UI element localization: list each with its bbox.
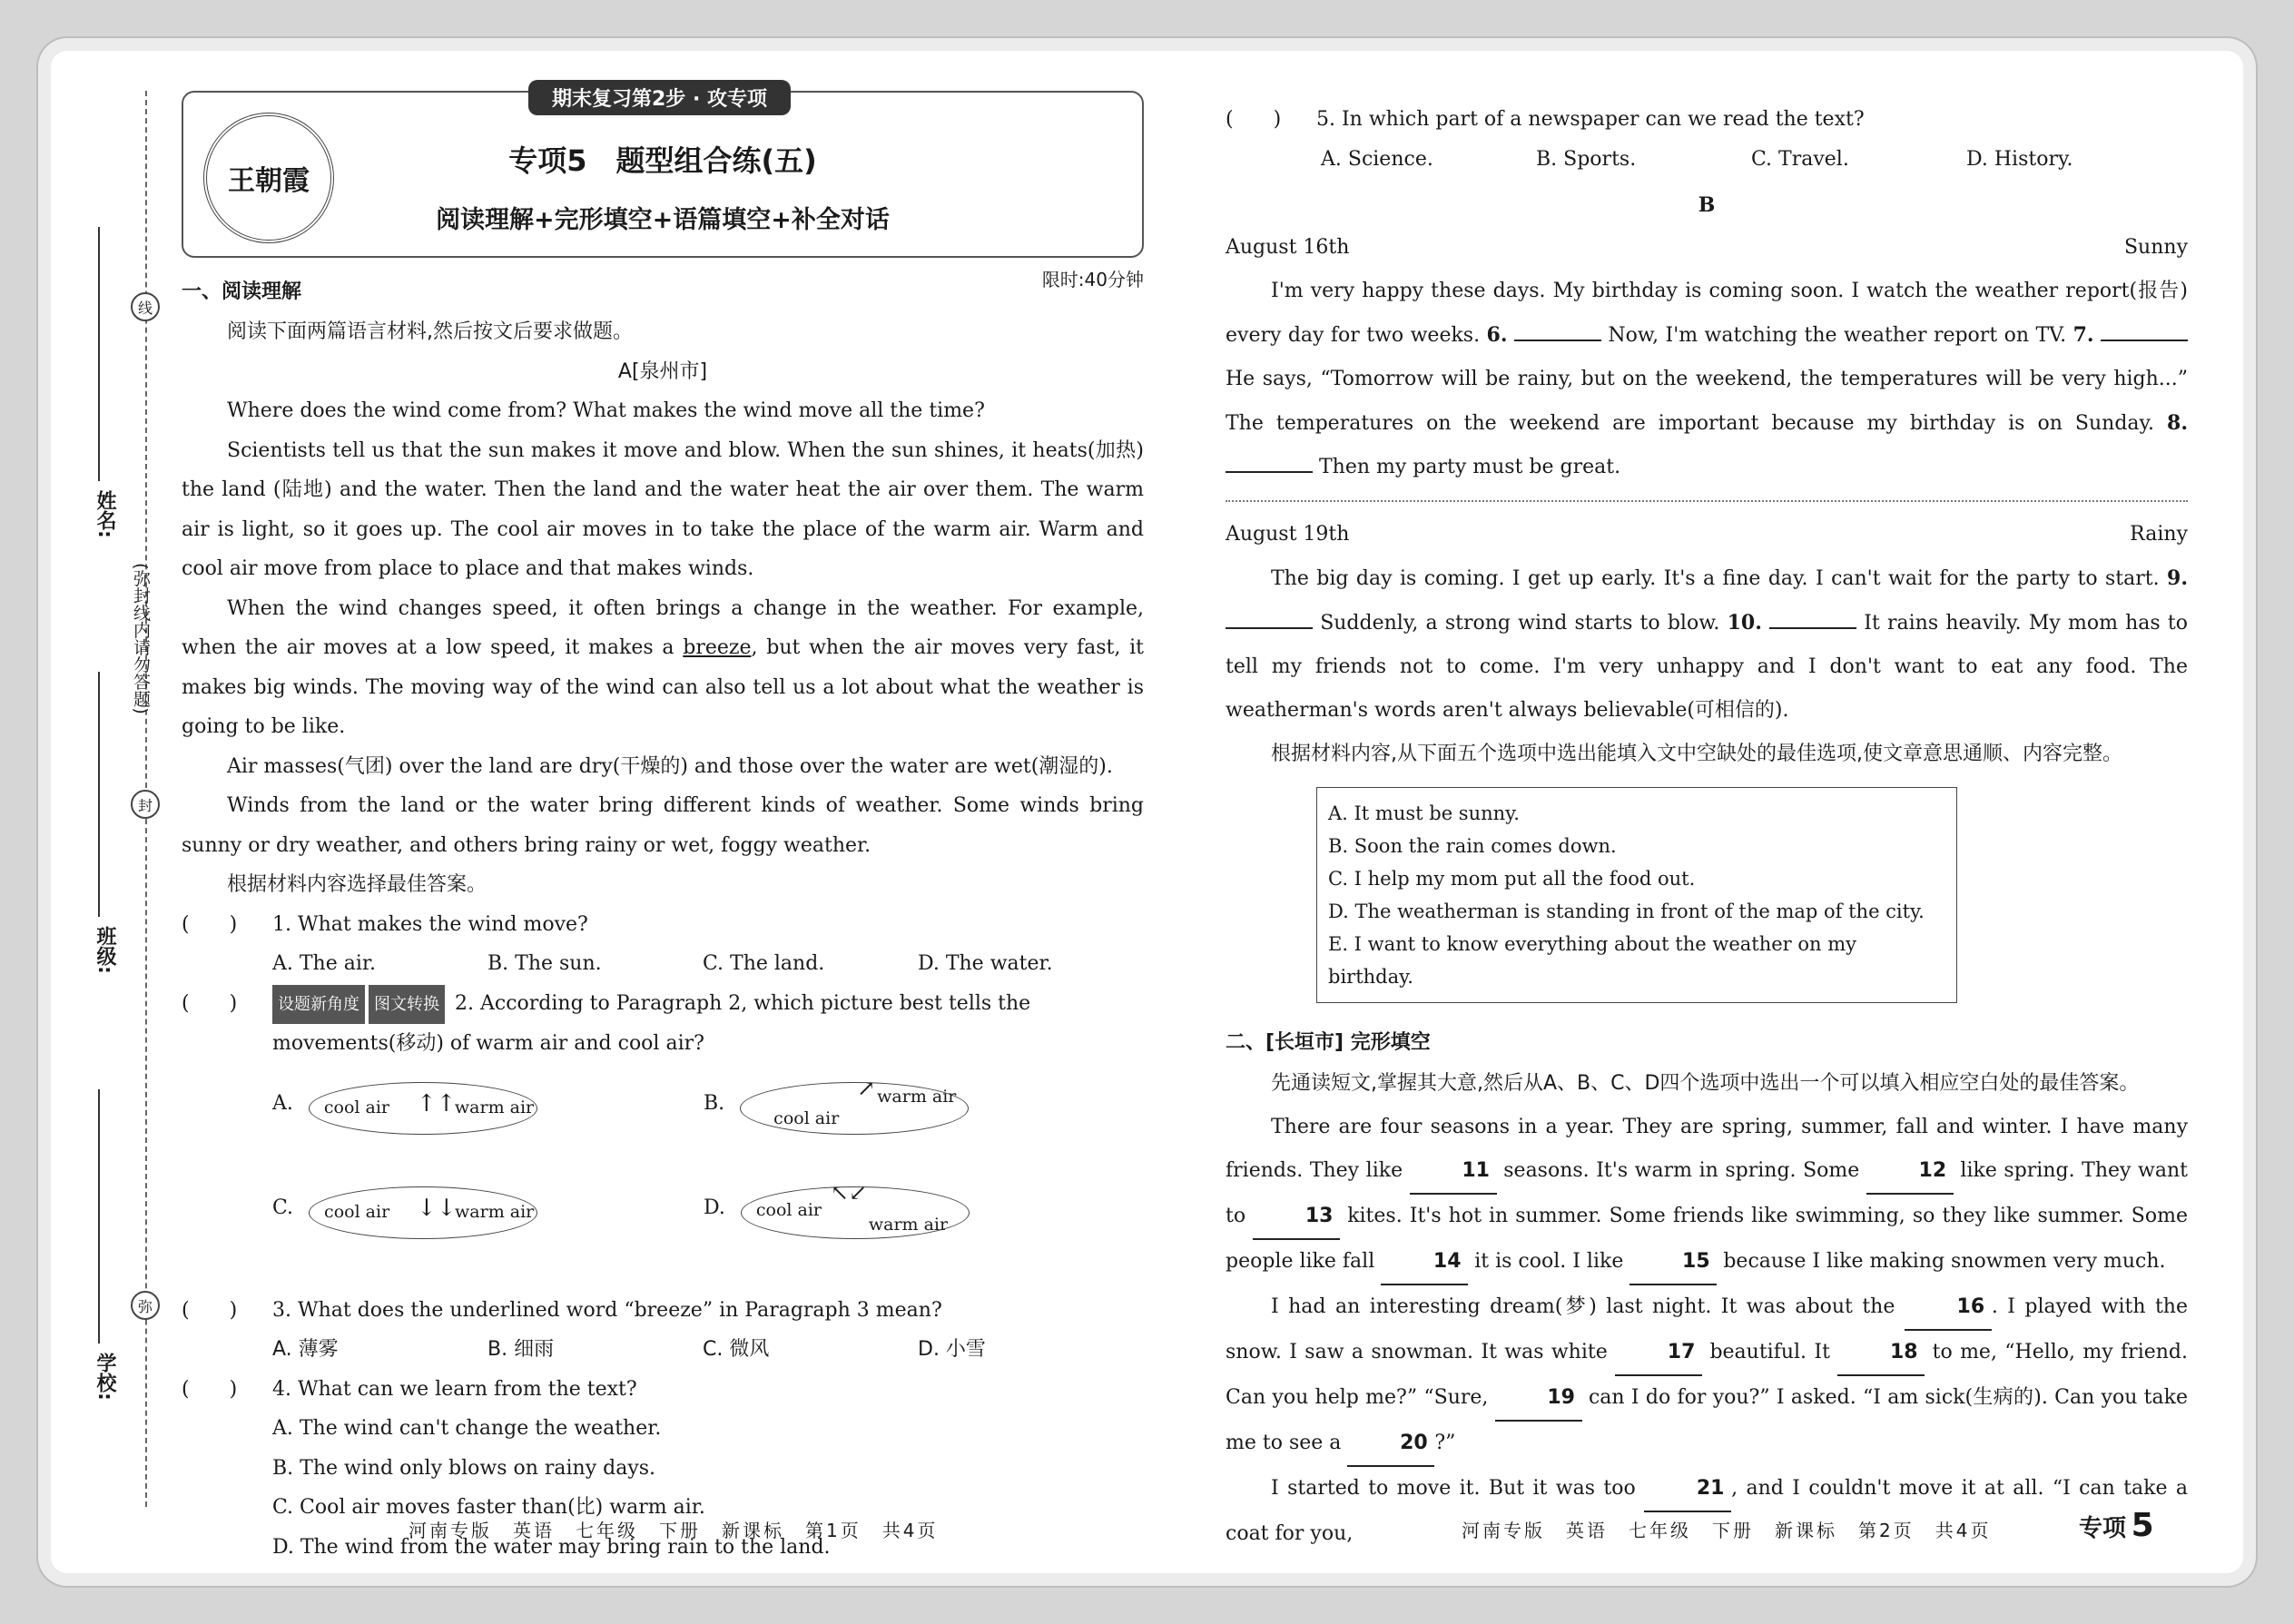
q4-option-c[interactable]: C. Cool air moves faster than(比) warm air. — [272, 1496, 705, 1519]
fill-instruction: 根据材料内容,从下面五个选项中选出能填入文中空缺处的最佳选项,使文章意思通顺、内容完整。 — [1271, 742, 2122, 765]
question-3 — [182, 1291, 1144, 1331]
cloze-t14: , and I couldn't move it at all. “I can take a coat for you, — [1226, 1477, 2189, 1545]
cloze-blank-16[interactable]: 16 — [1905, 1285, 1992, 1331]
cloze-t6: because I like making snowmen very much. — [1717, 1250, 2166, 1273]
diary2-date: August 19th — [1226, 522, 1350, 546]
cloze-blank-20[interactable]: 20 — [1347, 1422, 1434, 1467]
special-number: 5 — [2131, 1507, 2154, 1544]
cloze-t4: kites. It's hot in summer. Some friends like swimming, so they like summer. Some people like fall — [1226, 1205, 2188, 1273]
question-5 — [1226, 100, 2188, 140]
binding-strip — [64, 91, 163, 1507]
answer-bracket-2[interactable]: ( ) — [182, 991, 238, 1015]
logo-text: 王朝霞 — [228, 165, 310, 197]
underlined-word-breeze: breeze — [683, 636, 752, 659]
cloze-t12: ?” — [1434, 1432, 1456, 1454]
arrow-up-icon: ↑↑ — [416, 1089, 457, 1117]
option-box — [1316, 787, 1957, 1003]
question-2-text: 2. According to Paragraph 2, which picture best tells the movements(移动) of warm air and cool air? — [272, 991, 1031, 1055]
cloze-blank-19[interactable]: 19 — [1495, 1376, 1582, 1422]
left-page — [182, 88, 1144, 1567]
cloze-blank-12[interactable]: 12 — [1866, 1149, 1954, 1195]
picture-b-ellipse — [740, 1075, 969, 1135]
question-5-text: 5. In which part of a newspaper can we read the text? — [1316, 108, 1865, 131]
blank-6-field[interactable] — [1514, 340, 1601, 341]
q1-option-a[interactable]: A. The air. — [272, 952, 376, 975]
picture-b-warm: warm air — [877, 1086, 957, 1107]
picture-c-warm: warm air — [455, 1201, 535, 1222]
cloze-t3: like spring. They want to — [1226, 1159, 2188, 1227]
option-box-d: D. The weatherman is standing in front of the map of the city. — [1328, 900, 1925, 922]
right-footer: 河南专版 英语 七年级 下册 新课标 第2页 共4页 — [1462, 1520, 1992, 1541]
cloze-t8: . I played with the snow. I saw a snowman. It was white — [1226, 1295, 2188, 1363]
q5-option-c[interactable]: C. Travel. — [1751, 147, 1849, 171]
diary2-weather: Rainy — [2130, 522, 2188, 546]
picture-a[interactable] — [272, 1073, 537, 1135]
name-field[interactable] — [98, 227, 100, 481]
cloze-blank-18[interactable]: 18 — [1837, 1331, 1925, 1376]
picture-c-ellipse — [309, 1186, 537, 1239]
blank-8-label: 8. — [2167, 410, 2188, 435]
passage-a-p1: Where does the wind come from? What makes the wind move all the time? — [227, 399, 985, 422]
passage-a-p3 — [182, 589, 1144, 747]
option-box-c: C. I help my mom put all the food out. — [1328, 867, 1696, 890]
left-footer: 河南专版 英语 七年级 下册 新课标 第1页 共4页 — [409, 1520, 939, 1541]
picture-a-cool: cool air — [323, 1097, 390, 1117]
picture-b-label: B. — [704, 1091, 725, 1115]
blank-7-field[interactable] — [2101, 340, 2188, 341]
cloze-t9: beautiful. It — [1702, 1341, 1838, 1363]
q3-option-c[interactable]: C. 微风 — [703, 1338, 770, 1361]
cloze-p3 — [1226, 1467, 2188, 1556]
diary1-weather: Sunny — [2123, 235, 2188, 259]
cloze-blank-13[interactable]: 13 — [1253, 1195, 1340, 1240]
passage-a-p3-start: When the wind changes speed, it often brings a change in the weather. For example, when the air moves at a low speed, it makes a — [182, 596, 1144, 659]
cloze-p2 — [1226, 1285, 2188, 1467]
diary1-text — [1226, 270, 2188, 489]
diary2-text-2: Suddenly, a strong wind starts to blow. — [1313, 611, 1728, 635]
special-badge — [2079, 1507, 2154, 1544]
cloze-blank-14[interactable]: 14 — [1381, 1240, 1468, 1285]
q4-option-d[interactable]: D. The wind from the water may bring rain to the land. — [272, 1535, 831, 1559]
q5-option-b[interactable]: B. Sports. — [1536, 147, 1637, 171]
curved-arrow-icon: ↖↙ — [830, 1179, 868, 1206]
special-label: 专项 — [2079, 1515, 2127, 1542]
seal-char-mi: 弥 — [131, 1291, 160, 1320]
picture-b[interactable] — [704, 1073, 969, 1135]
diary1-text-2: Now, I'm watching the weather report on TV. — [1600, 323, 2073, 347]
question-3-text: 3. What does the underlined word “breeze” in Paragraph 3 mean? — [272, 1298, 942, 1322]
passage-a-p5: Winds from the land or the water bring different kinds of weather. Some winds bring sunny or dry weather, and others bring rainy or wet, foggy weather. — [182, 794, 1144, 857]
school-label: 学校: — [94, 1353, 116, 1401]
diary1-text-3: He says, “Tomorrow will be rainy, but on the weekend, the temperatures will be very high...” The temperatures on the weekend are important because my birthday is on Sunday. — [1226, 367, 2188, 435]
blank-8-field[interactable] — [1226, 471, 1313, 473]
picture-a-label: A. — [272, 1091, 293, 1115]
question-1-text: 1. What makes the wind move? — [272, 912, 588, 936]
q3-option-d[interactable]: D. 小雪 — [918, 1338, 986, 1361]
cloze-t2: seasons. It's warm in spring. Some — [1496, 1159, 1866, 1182]
cloze-blank-21[interactable]: 21 — [1644, 1467, 1731, 1512]
tag-picture-text: 图文转换 — [369, 985, 445, 1025]
cloze-t7: I had an interesting dream(梦) last night. It was about the — [1271, 1295, 1905, 1318]
answer-bracket-3[interactable]: ( ) — [182, 1298, 238, 1322]
blank-6-label: 6. — [1486, 322, 1508, 347]
page-subtitle: 阅读理解+完形填空+语篇填空+补全对话 — [436, 206, 890, 234]
cloze-t10: to me, “Hello, my friend. Can you help me?” “Sure, — [1226, 1341, 2188, 1409]
blank-10-field[interactable] — [1769, 627, 1856, 629]
choose-instruction: 根据材料内容选择最佳答案。 — [227, 873, 487, 896]
diary2-header — [1226, 513, 2188, 556]
passage-b-label: B — [1698, 193, 1716, 217]
q1-option-c[interactable]: C. The land. — [703, 952, 825, 975]
blank-9-field[interactable] — [1226, 627, 1313, 629]
picture-options — [182, 1064, 1144, 1291]
section2-title: 二、[长垣市] 完形填空 — [1226, 1030, 1431, 1054]
q4-option-b[interactable]: B. The wind only blows on rainy days. — [272, 1456, 656, 1480]
section2-instruction: 先通读短文,掌握其大意,然后从A、B、C、D四个选项中选出一个可以填入相应空白处的最佳答案。 — [1271, 1072, 2140, 1095]
diary1-header — [1226, 226, 2188, 270]
blank-7-label: 7. — [2072, 322, 2094, 347]
passage-a-p4: Air masses(气团) over the land are dry(干燥的) and those over the water are wet(潮湿的). — [227, 754, 1113, 778]
diary2-text-1: The big day is coming. I get up early. It's a fine day. I can't wait for the party to start. — [1271, 566, 2168, 590]
option-box-e: E. I want to know everything about the weather on my birthday. — [1328, 932, 1856, 988]
picture-d-cool: cool air — [755, 1199, 822, 1220]
class-label: 班级: — [94, 926, 116, 974]
picture-c[interactable] — [272, 1177, 537, 1239]
question-1-options — [182, 944, 1144, 984]
answer-bracket-1[interactable]: ( ) — [182, 912, 238, 936]
answer-bracket-5[interactable]: ( ) — [1226, 108, 1282, 131]
blank-10-label: 10. — [1727, 610, 1762, 635]
diary1-date: August 16th — [1226, 235, 1350, 259]
curved-arrow-icon: ↗ — [857, 1075, 876, 1101]
seal-char-line: 线 — [131, 292, 160, 321]
picture-d-label: D. — [704, 1196, 725, 1219]
class-field[interactable] — [98, 672, 100, 917]
seal-char-seal: 封 — [131, 790, 160, 819]
cloze-blank-11[interactable]: 11 — [1410, 1149, 1497, 1195]
q3-option-a[interactable]: A. 薄雾 — [272, 1338, 339, 1361]
seal-notice: (弥封线内请勿答题) — [131, 563, 151, 714]
answer-bracket-4[interactable]: ( ) — [182, 1377, 238, 1401]
page-title: 专项5 题型组合练(五) — [508, 143, 817, 178]
arrow-down-icon: ↓↓ — [417, 1194, 457, 1222]
question-4 — [182, 1370, 1144, 1410]
blank-9-label: 9. — [2167, 566, 2188, 590]
header-box — [182, 88, 1144, 258]
passage-a-p2: Scientists tell us that the sun makes it move and blow. When the sun shines, it heats(加热) the land (陆地) and the water. Then the land and the water heat the air over them. The warm air is light, so it goes up. The cool air moves in to take the place of the warm air. Warm and cool air move from place to place and that makes winds. — [182, 438, 1144, 580]
cloze-t11: can I do for you?” I asked. “I am sick(生病的). Can you take me to see a — [1226, 1386, 2188, 1454]
option-box-b: B. Soon the rain comes down. — [1328, 834, 1617, 857]
picture-d[interactable] — [704, 1177, 970, 1239]
question-3-options — [182, 1330, 1144, 1370]
right-page — [1226, 100, 2188, 1556]
passage-a-p3-end: , but when the air moves very fast, it makes big winds. The moving way of the wind can also tell us a lot about what the weather is going to be like. — [182, 636, 1144, 738]
banner: 期末复习第2步 · 攻专项 — [528, 80, 791, 115]
question-5-options — [1226, 140, 2188, 180]
picture-d-warm: warm air — [868, 1214, 949, 1235]
cloze-blank-17[interactable]: 17 — [1615, 1331, 1702, 1376]
question-1 — [182, 905, 1144, 945]
q4-option-a[interactable]: A. The wind can't change the weather. — [272, 1417, 662, 1440]
cloze-p1 — [1226, 1106, 2188, 1285]
name-label: 姓名: — [94, 490, 116, 538]
cloze-t13: I started to move it. But it was too — [1271, 1477, 1645, 1500]
diary2-text-3: It rains heavily. My mom has to tell my friends not to come. I'm very unhappy and I don't want to eat any food. The weatherman's words aren't always believable(可相信的). — [1226, 611, 2188, 722]
tag-new-angle: 设题新角度 — [272, 985, 365, 1025]
school-field[interactable] — [98, 1089, 100, 1343]
cloze-t1: There are four seasons in a year. They are spring, summer, fall and winter. I have many friends. They like — [1226, 1116, 2188, 1182]
diary-divider — [1226, 500, 2188, 502]
picture-b-cool: cool air — [773, 1107, 840, 1128]
q5-option-a[interactable]: A. Science. — [1321, 147, 1433, 171]
question-4-text: 4. What can we learn from the text? — [272, 1377, 637, 1401]
q1-option-b[interactable]: B. The sun. — [487, 952, 602, 975]
picture-c-label: C. — [272, 1196, 294, 1219]
diary2-text — [1226, 556, 2188, 733]
picture-a-ellipse — [309, 1082, 537, 1135]
q3-option-b[interactable]: B. 细雨 — [487, 1338, 555, 1361]
q5-option-d[interactable]: D. History. — [1966, 147, 2073, 171]
section1-instruction: 阅读下面两篇语言材料,然后按文后要求做题。 — [227, 320, 633, 343]
diary1-text-1: I'm very happy these days. My birthday is coming soon. I watch the weather report(报告) every day for two weeks. — [1226, 279, 2188, 347]
picture-c-cool: cool air — [324, 1201, 390, 1222]
time-limit: 限时:40分钟 — [1041, 269, 1144, 290]
cloze-t5: it is cool. I like — [1468, 1250, 1630, 1273]
option-box-a: A. It must be sunny. — [1328, 802, 1520, 824]
diary1-text-4: Then my party must be great. — [1313, 455, 1621, 478]
cloze-blank-15[interactable]: 15 — [1629, 1240, 1717, 1285]
q1-option-d[interactable]: D. The water. — [918, 952, 1053, 975]
passage-a-label: A[泉州市] — [617, 359, 708, 383]
question-2 — [182, 984, 1144, 1064]
picture-a-warm: warm air — [454, 1097, 535, 1117]
picture-d-ellipse — [741, 1179, 970, 1239]
section1-title: 一、阅读理解 — [182, 281, 302, 303]
